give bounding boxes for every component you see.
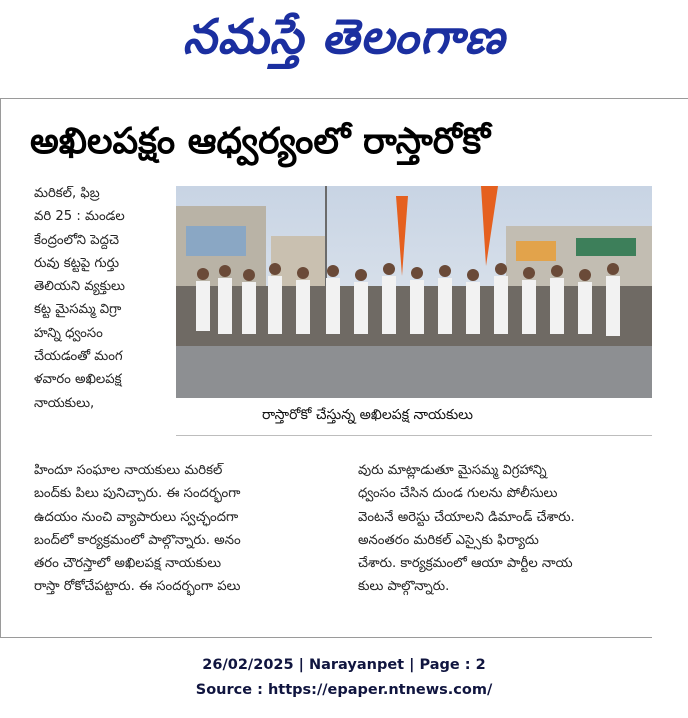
text-line: రాస్తా రోకోచేపట్టారు. ఈ సందర్భంగా పలు: [34, 579, 241, 595]
newspaper-masthead: నమస్తే తెలంగాణ: [182, 9, 506, 65]
text-line: మరికల్, ఫిబ్ర: [34, 186, 100, 201]
text-line: తరం చౌరస్తాలో అఖిలపక్ష నాయకులు: [34, 556, 222, 572]
text-line: బంద్‌లో కార్యక్రమంలో పాల్గొన్నారు. అనం: [34, 532, 241, 548]
text-line: అనంతరం మరికల్ ఎస్సైకు ఫిర్యాదు: [358, 532, 539, 548]
text-line: హన్ని ధ్వంసం: [34, 325, 103, 341]
text-line: బంద్‌కు పిలు పునిచ్చారు. ఈ సందర్భంగా: [34, 486, 241, 502]
text-line: ధ్వంసం చేసిన దుండ గులను పోలీసులు: [358, 486, 558, 502]
frame-left-border: [0, 98, 1, 638]
text-line: తెలియని వ్యక్తులు: [34, 279, 125, 295]
text-line: ళవారం అఖిలపక్ష: [34, 372, 122, 388]
text-line: హిందూ సంఘాల నాయకులు మరికల్: [34, 463, 223, 478]
news-photo: [176, 186, 652, 398]
text-line: చేశారు. కార్యక్రమంలో ఆయా పార్టీల నాయ: [358, 556, 573, 572]
text-line: నాయకులు,: [34, 395, 95, 411]
article-body-left: [34, 182, 125, 415]
photo-illustration: [176, 186, 652, 398]
caption-divider: [176, 435, 652, 436]
text-line: రువు కట్టపై గుర్తు: [34, 255, 120, 271]
text-line: కులు పాల్గొన్నారు.: [358, 579, 450, 595]
text-line: వెంటనే అరెస్టు చేయాలని డిమాండ్ చేశారు.: [358, 509, 575, 525]
text-line: వురు మాట్లాడుతూ మైసమ్మ విగ్రహాన్ని: [358, 463, 547, 478]
article-body-bottom-right: [358, 459, 575, 599]
text-line: వరి 25 : మండల: [34, 209, 125, 225]
footer-source-link[interactable]: Source : https://epaper.ntnews.com/: [195, 682, 493, 698]
frame-top-border: [0, 98, 688, 99]
text-line: ఉదయం నుంచి వ్యాపారులు స్వచ్ఛందగా: [34, 509, 239, 525]
frame-bottom-border: [0, 637, 652, 638]
footer-edition-info: 26/02/2025 | Narayanpet | Page : 2: [202, 657, 486, 673]
article-body-bottom-left: [34, 459, 241, 599]
article-headline: అఖిలపక్షం ఆధ్వర్యంలో రాస్తారోకో: [30, 121, 491, 162]
text-line: కేంద్రంలోని పెద్దచె: [34, 232, 119, 248]
photo-caption: రాస్తారోకో చేస్తున్న అఖిలపక్ష నాయకులు: [262, 407, 473, 423]
text-line: కట్ట మైసమ్మ విగ్రా: [34, 302, 122, 318]
text-line: చేయడంతో మంగ: [34, 349, 123, 365]
